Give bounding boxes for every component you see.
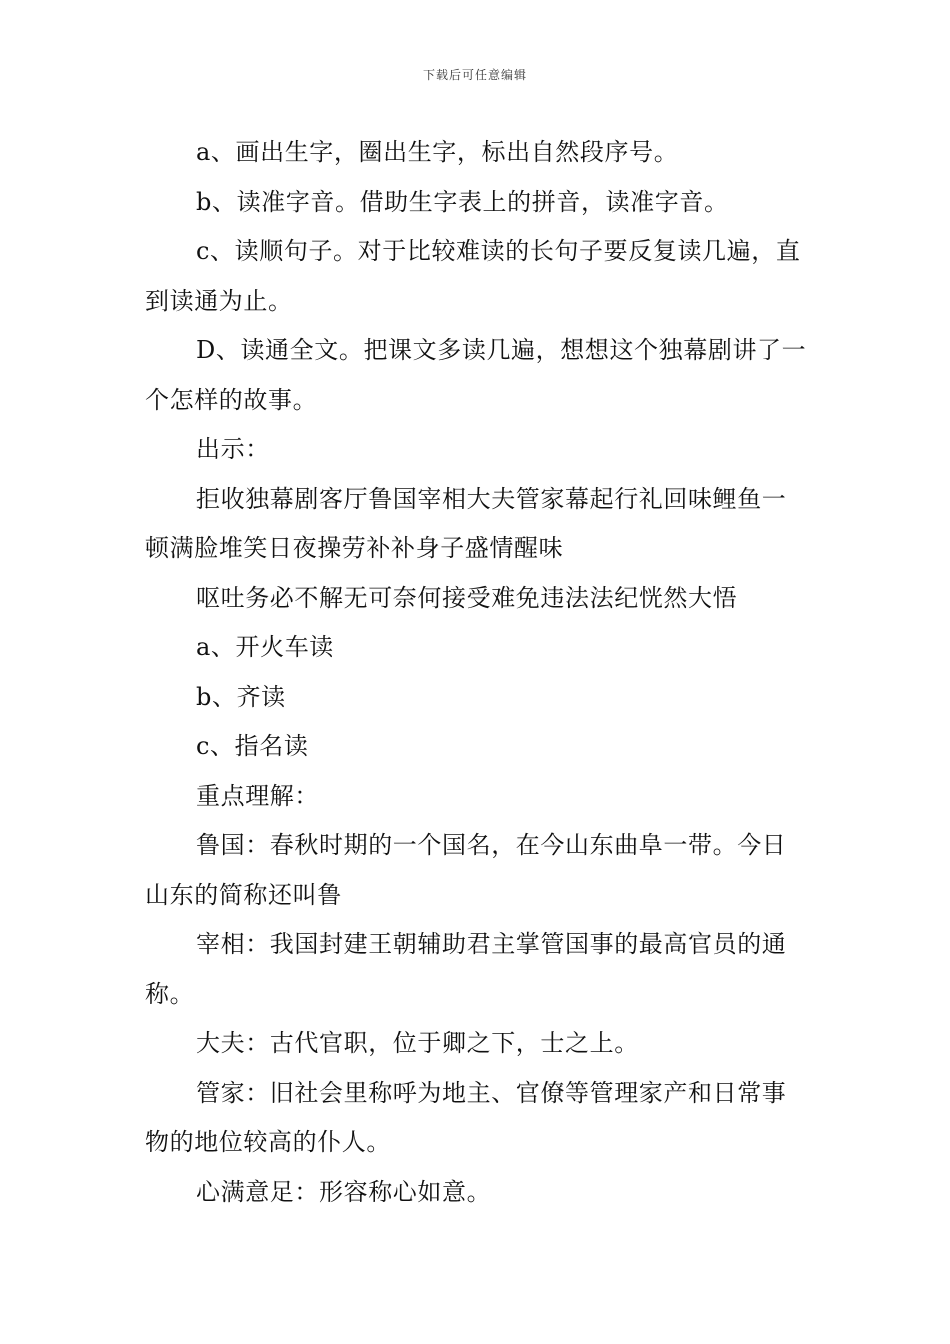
paragraph-definition-guanjia: 管家：旧社会里称呼为地主、官僚等管理家产和日常事物的地位较高的仆人。	[145, 1078, 787, 1156]
header-note: 下载后可任意编辑	[422, 68, 527, 82]
paragraph-word-list-2: 呕吐务必不解无可奈何接受难免违法法纪恍然大悟	[196, 583, 738, 612]
paragraph-read-named: c、指名读	[196, 732, 309, 760]
paragraph-show-label: 出示：	[196, 435, 270, 463]
paragraph-read-together: b、齐读	[196, 682, 286, 711]
document-body	[145, 128, 810, 1217]
paragraph-definition-daifu: 大夫：古代官职，位于卿之下，士之上。	[196, 1029, 639, 1057]
paragraph-step-c: c、读顺句子。对于比较难读的长句子要反复读几遍，直到读通为止。	[145, 237, 801, 315]
paragraph-key-understanding: 重点理解：	[196, 781, 319, 810]
paragraph-definition-luguo: 鲁国：春秋时期的一个国名，在今山东曲阜一带。今日山东的简称还叫鲁	[145, 831, 787, 909]
paragraph-word-list-1: 拒收独幕剧客厅鲁国宰相大夫管家幕起行礼回味鲤鱼一顿满脸堆笑日夜操劳补补身子盛情醒味	[145, 484, 787, 562]
paragraph-definition-xinmanyizu: 心满意足：形容称心如意。	[196, 1177, 492, 1206]
paragraph-step-d: D、读通全文。把课文多读几遍，想想这个独幕剧讲了一个怎样的故事。	[145, 336, 807, 414]
paragraph-step-b: b、读准字音。借助生字表上的拼音，读准字音。	[196, 187, 729, 216]
paragraph-read-train: a、开火车读	[196, 633, 334, 661]
paragraph-step-a: a、画出生字，圈出生字，标出自然段序号。	[196, 138, 679, 166]
paragraph-definition-zaixiang: 宰相：我国封建王朝辅助君主掌管国事的最高官员的通称。	[145, 930, 787, 1008]
